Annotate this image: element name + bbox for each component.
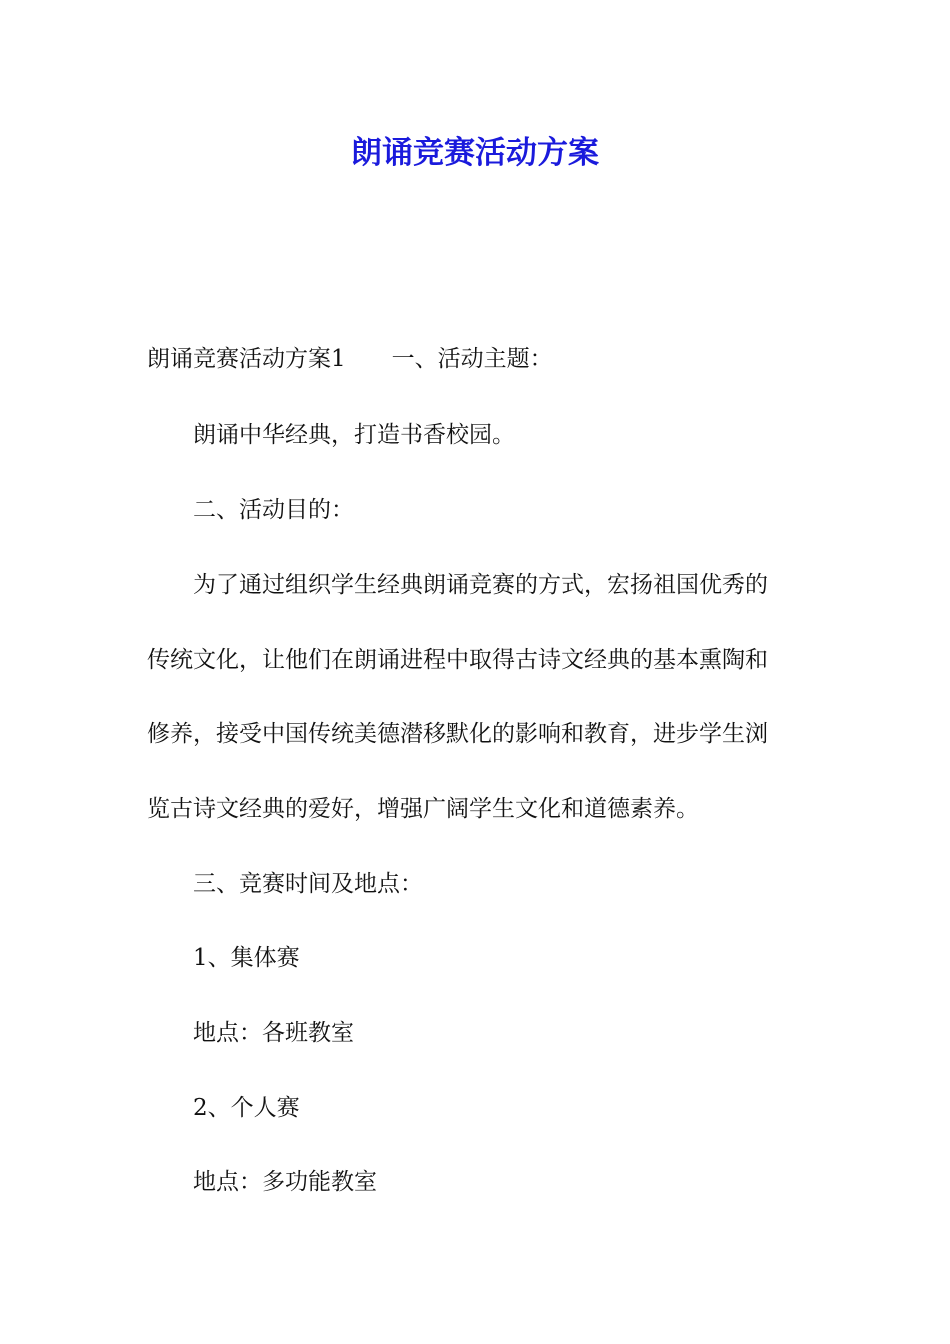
individual-contest: 2、个人赛 [193, 1095, 300, 1121]
theme-text: 朗诵中华经典，打造书香校园。 [193, 422, 515, 448]
purpose-line-4: 览古诗文经典的爱好，增强广阔学生文化和道德素养。 [147, 796, 699, 822]
group-contest: 1、集体赛 [193, 945, 300, 971]
section1-heading: 一、活动主题： [391, 346, 553, 372]
purpose-line-3: 修养，接受中国传统美德潜移默化的影响和教育，进步学生浏 [147, 721, 768, 747]
purpose-line-2: 传统文化，让他们在朗诵进程中取得古诗文经典的基本熏陶和 [147, 647, 768, 673]
individual-location: 地点：多功能教室 [193, 1169, 377, 1195]
section3-heading: 三、竞赛时间及地点： [193, 871, 423, 897]
document-title: 朗诵竞赛活动方案 [351, 135, 599, 171]
group-location: 地点：各班教室 [193, 1020, 354, 1046]
purpose-line-1: 为了通过组织学生经典朗诵竞赛的方式，宏扬祖国优秀的 [193, 572, 768, 598]
intro-label: 朗诵竞赛活动方案1 [147, 346, 346, 372]
section2-heading: 二、活动目的： [193, 497, 354, 523]
intro-line [147, 344, 553, 374]
